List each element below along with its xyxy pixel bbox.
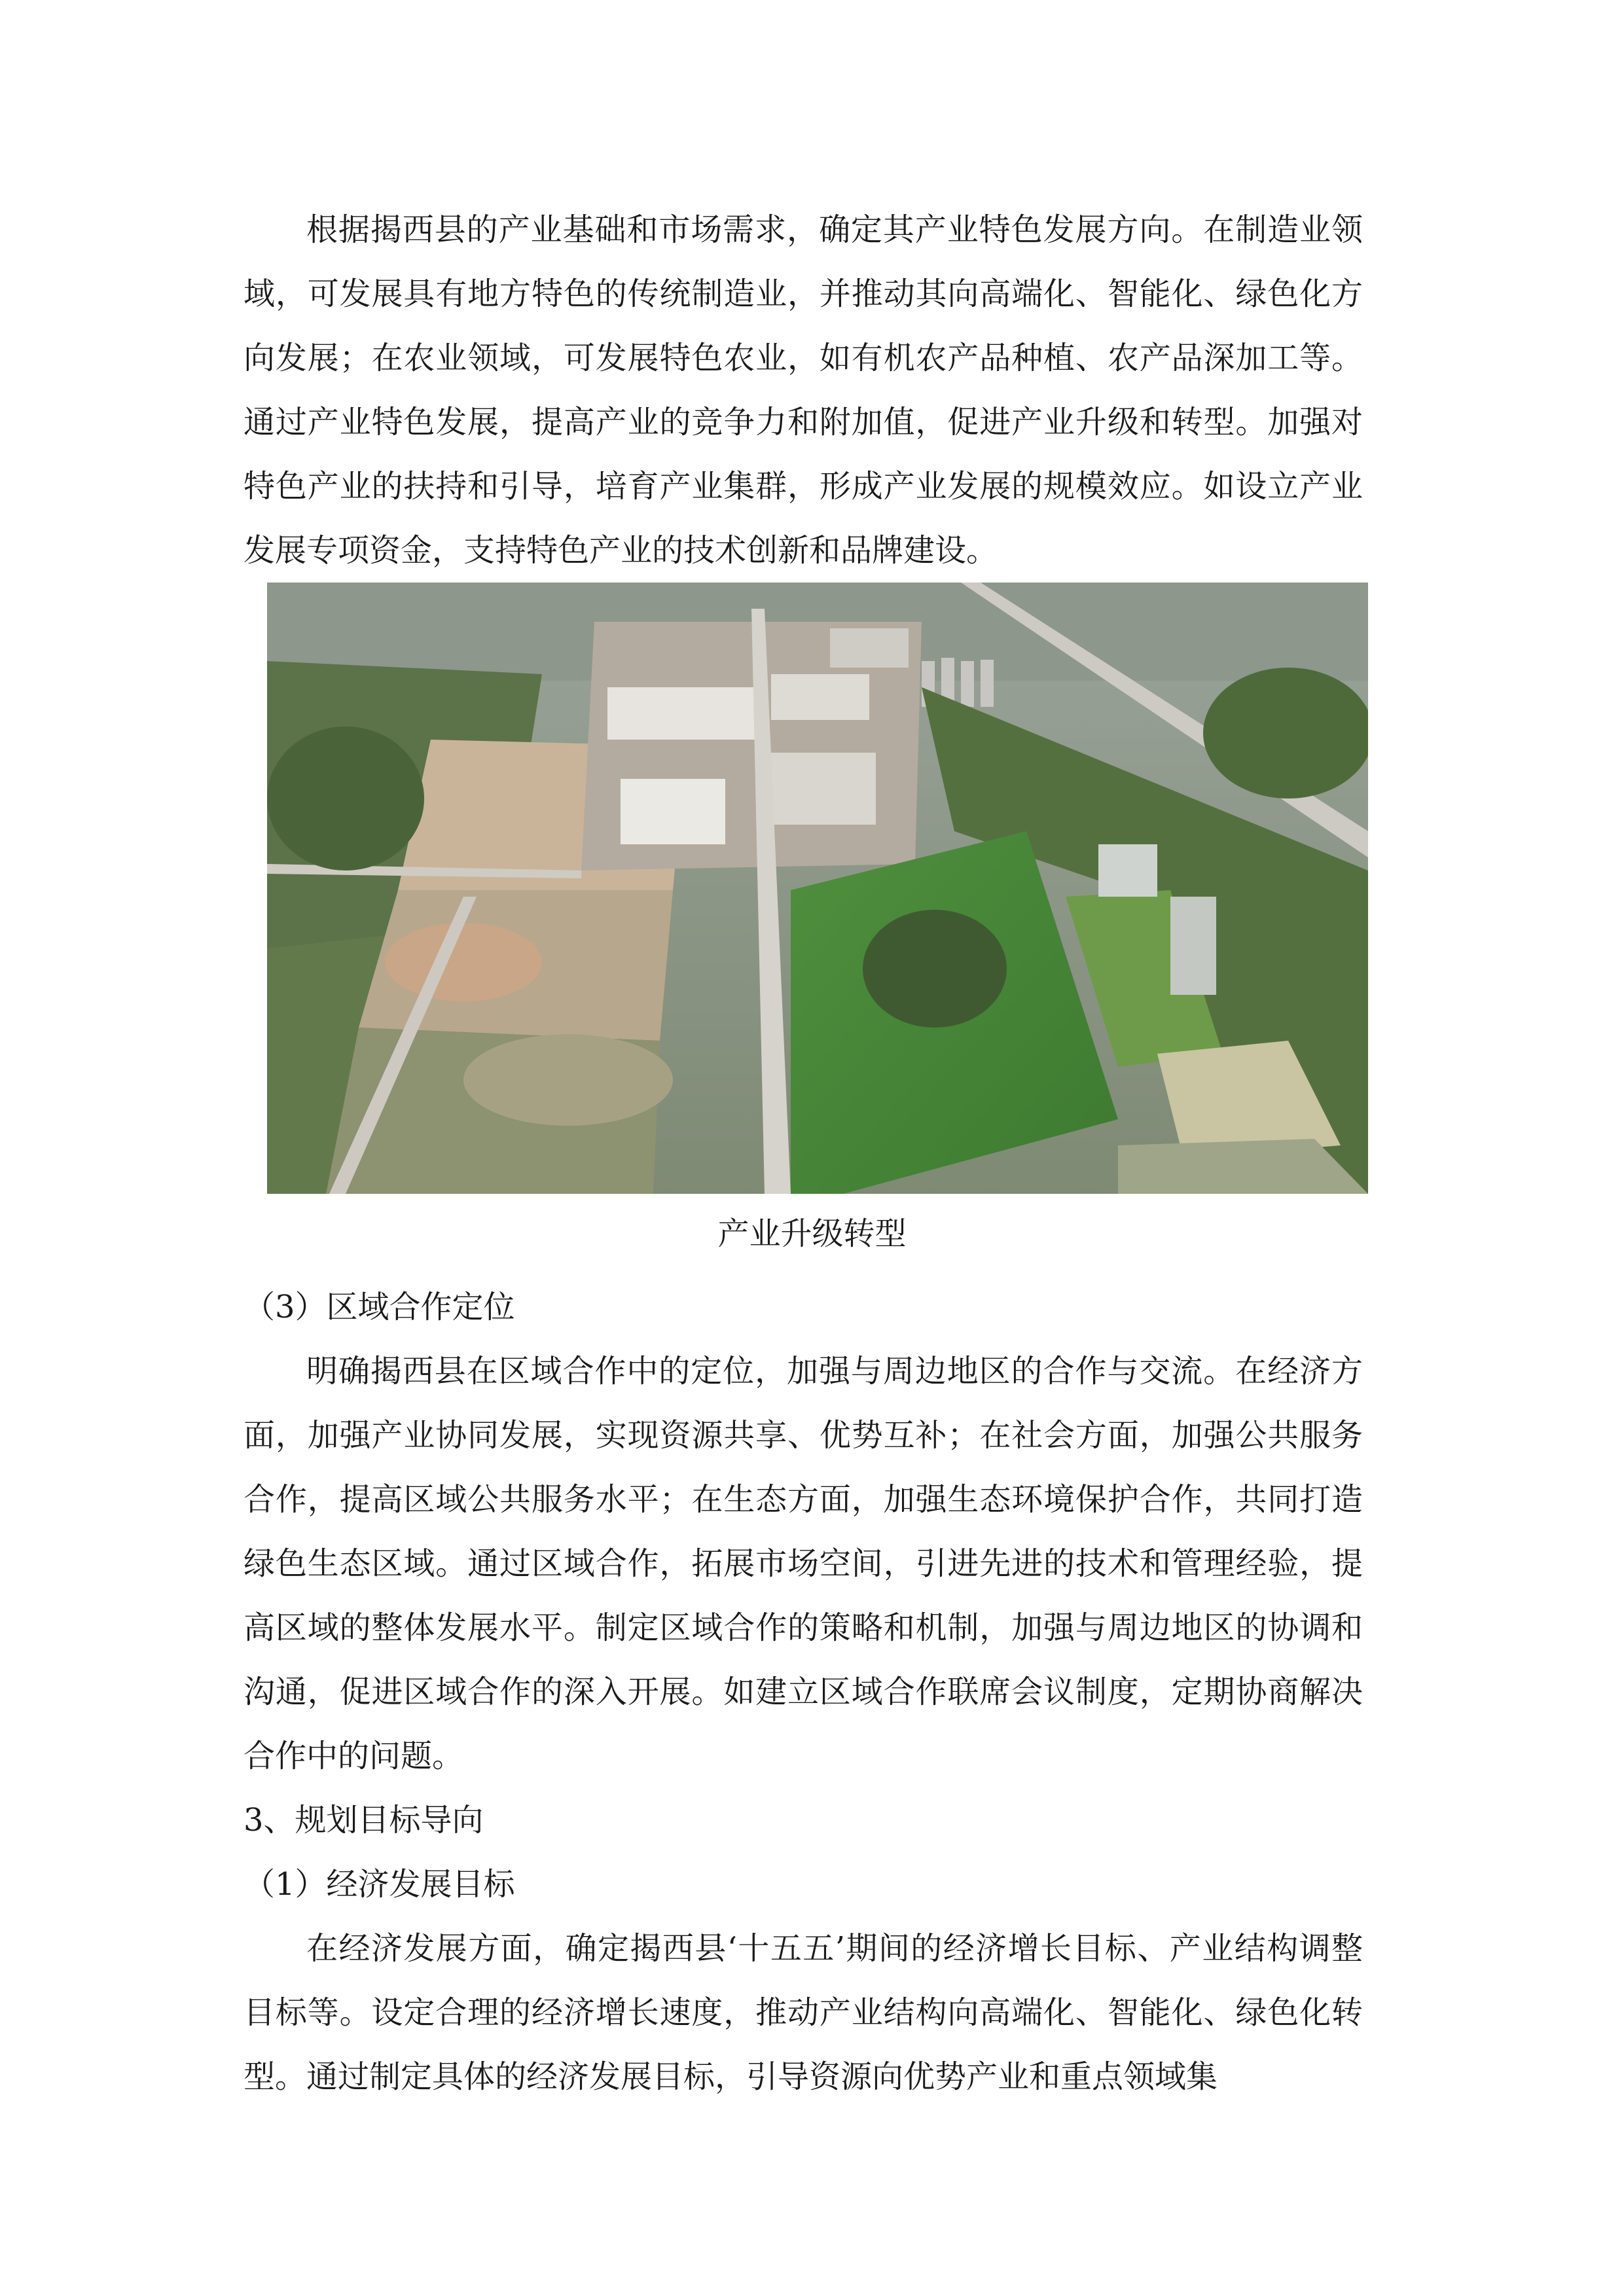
heading-economic-goals: （1）经济发展目标 bbox=[244, 1866, 515, 1903]
paragraph-industry-features: 根据揭西县的产业基础和市场需求，确定其产业特色发展方向。在制造业领域，可发展具有地方特色的传统制造业，并推动其向高端化、智能化、绿色化方向发展；在农业领域，可发展特色农业，如有机农产品种植、农产品深加工等。通过产业特色发展，提高产业的竞争力和附加值，促进产业升级和转型。加强对特色产业的扶持和引导，培育产业集群，形成产业发展的规模效应。如设立产业发展专项资金，支持特色产业的技术创新和品牌建设。 bbox=[244, 211, 1363, 569]
paragraph-regional-cooperation: 明确揭西县在区域合作中的定位，加强与周边地区的合作与交流。在经济方面，加强产业协同发展，实现资源共享、优势互补；在社会方面，加强公共服务合作，提高区域公共服务水平；在生态方面，加强生态环境保护合作，共同打造绿色生态区域。通过区域合作，拓展市场空间，引进先进的技术和管理经验，提高区域的整体发展水平。制定区域合作的策略和机制，加强与周边地区的协调和沟通，促进区域合作的深入开展。如建立区域合作联席会议制度，定期协商解决合作中的问题。 bbox=[244, 1353, 1363, 1774]
heading-planning-goals: 3、规划目标导向 bbox=[244, 1802, 484, 1839]
paragraph-economic-goals: 在经济发展方面，确定揭西县‘十五五’期间的经济增长目标、产业结构调整目标等。设定合理的经济增长速度，推动产业结构向高端化、智能化、绿色化转型。通过制定具体的经济发展目标，引导资源向优势产业和重点领域集 bbox=[244, 1930, 1363, 2095]
aerial-industrial-park-photo bbox=[267, 583, 1368, 1194]
heading-regional-cooperation: （3）区域合作定位 bbox=[244, 1289, 515, 1325]
figure-caption: 产业升级转型 bbox=[717, 1215, 907, 1252]
